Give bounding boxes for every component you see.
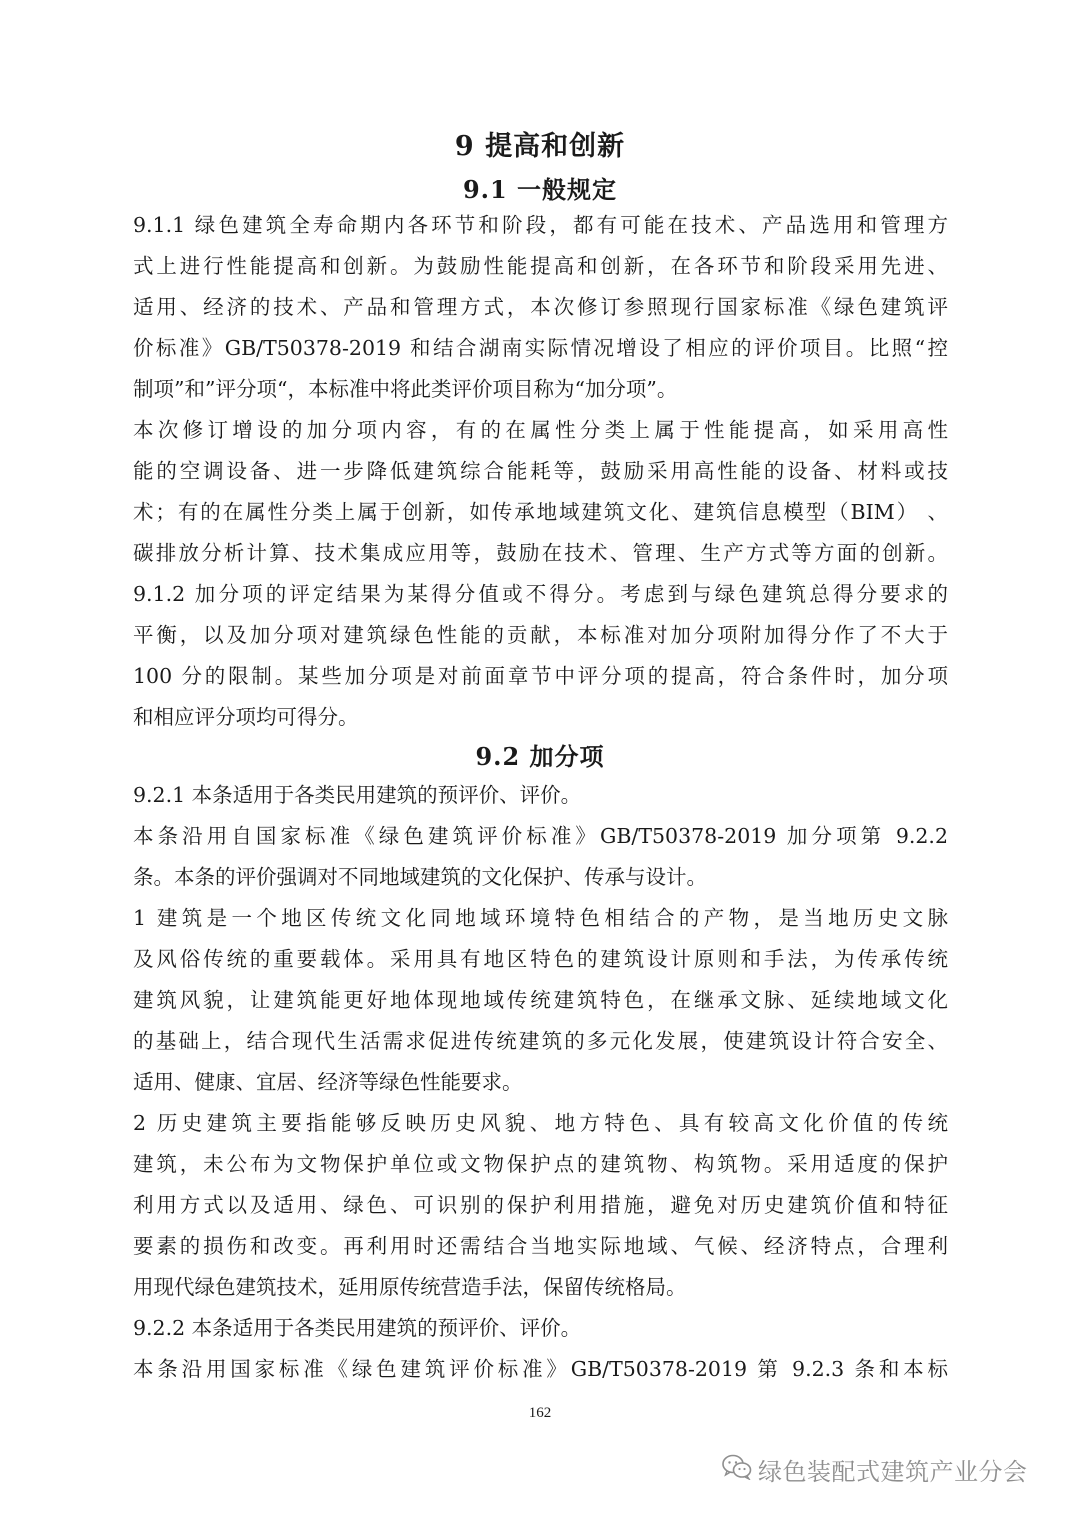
- paragraph-line: 要素的损伤和改变。再利用时还需结合当地实际地域、气候、经济特点，合理利: [133, 1234, 948, 1258]
- paragraph-line: 及风俗传统的重要载体。采用具有地区特色的建筑设计原则和手法，为传承传统: [133, 947, 948, 971]
- paragraph-line: 制项”和”评分项“，本标准中将此类评价项目称为“加分项”。: [133, 377, 678, 401]
- paragraph-line: 9.1.2 加分项的评定结果为某得分值或不得分。考虑到与绿色建筑总得分要求的: [133, 582, 948, 606]
- paragraph-line: 100 分的限制。某些加分项是对前面章节中评分项的提高，符合条件时，加分项: [133, 664, 948, 688]
- paragraph-line: 建筑风貌，让建筑能更好地体现地域传统建筑特色，在继承文脉、延续地域文化: [133, 988, 948, 1012]
- paragraph-line: 本条沿用国家标准《绿色建筑评价标准》GB/T50378-2019 第 9.2.3 条和本标: [133, 1357, 948, 1381]
- paragraph-line: 适用、经济的技术、产品和管理方式，本次修订参照现行国家标准《绿色建筑评: [133, 295, 948, 319]
- page-number: 162: [528, 1405, 552, 1421]
- paragraph-line: 和相应评分项均可得分。: [133, 705, 359, 729]
- chapter-title: 9 提高和创新: [454, 131, 626, 162]
- paragraph-line: 利用方式以及适用、绿色、可识别的保护利用措施，避免对历史建筑价值和特征: [133, 1193, 948, 1217]
- paragraph-line: 适用、健康、宜居、经济等绿色性能要求。: [133, 1070, 523, 1094]
- wechat-icon: [722, 1454, 758, 1486]
- paragraph-line: 的基础上，结合现代生活需求促进传统建筑的多元化发展，使建筑设计符合安全、: [133, 1029, 948, 1053]
- section-title-9-2: 9.2 加分项: [475, 742, 605, 771]
- watermark: [722, 1452, 1028, 1487]
- paragraph-line: 建筑，未公布为文物保护单位或文物保护点的建筑物、构筑物。采用适度的保护: [133, 1152, 948, 1176]
- watermark-text: 绿色装配式建筑产业分会: [758, 1458, 1028, 1486]
- paragraph-line: 价标准》GB/T50378-2019 和结合湖南实际情况增设了相应的评价项目。比照“控: [133, 336, 948, 360]
- paragraph-line: 术；有的在属性分类上属于创新，如传承地域建筑文化、建筑信息模型（BIM） 、: [133, 500, 948, 524]
- paragraph-line: 碳排放分析计算、技术集成应用等，鼓励在技术、管理、生产方式等方面的创新。: [133, 541, 948, 565]
- paragraph-line: 本条沿用自国家标准《绿色建筑评价标准》GB/T50378-2019 加分项第 9.2.2: [133, 824, 948, 848]
- paragraph-line: 条。本条的评价强调对不同地域建筑的文化保护、传承与设计。: [133, 865, 707, 889]
- paragraph-line: 式上进行性能提高和创新。为鼓励性能提高和创新，在各环节和阶段采用先进、: [133, 254, 948, 278]
- paragraph-line: 本次修订增设的加分项内容，有的在属性分类上属于性能提高，如采用高性: [133, 418, 948, 442]
- paragraph-line: 用现代绿色建筑技术，延用原传统营造手法，保留传统格局。: [133, 1275, 687, 1299]
- paragraph-line: 9.2.1 本条适用于各类民用建筑的预评价、评价。: [133, 783, 582, 807]
- paragraph-line: 1 建筑是一个地区传统文化同地域环境特色相结合的产物，是当地历史文脉: [133, 906, 948, 930]
- paragraph-line: 9.2.2 本条适用于各类民用建筑的预评价、评价。: [133, 1316, 582, 1340]
- paragraph-line: 能的空调设备、进一步降低建筑综合能耗等，鼓励采用高性能的设备、材料或技: [133, 459, 948, 483]
- paragraph-line: 9.1.1 绿色建筑全寿命期内各环节和阶段，都有可能在技术、产品选用和管理方: [133, 213, 948, 237]
- section-title-9-1: 9.1 一般规定: [462, 175, 618, 204]
- paragraph-line: 平衡，以及加分项对建筑绿色性能的贡献，本标准对加分项附加得分作了不大于: [133, 623, 948, 647]
- paragraph-line: 2 历史建筑主要指能够反映历史风貌、地方特色、具有较高文化价值的传统: [133, 1111, 948, 1135]
